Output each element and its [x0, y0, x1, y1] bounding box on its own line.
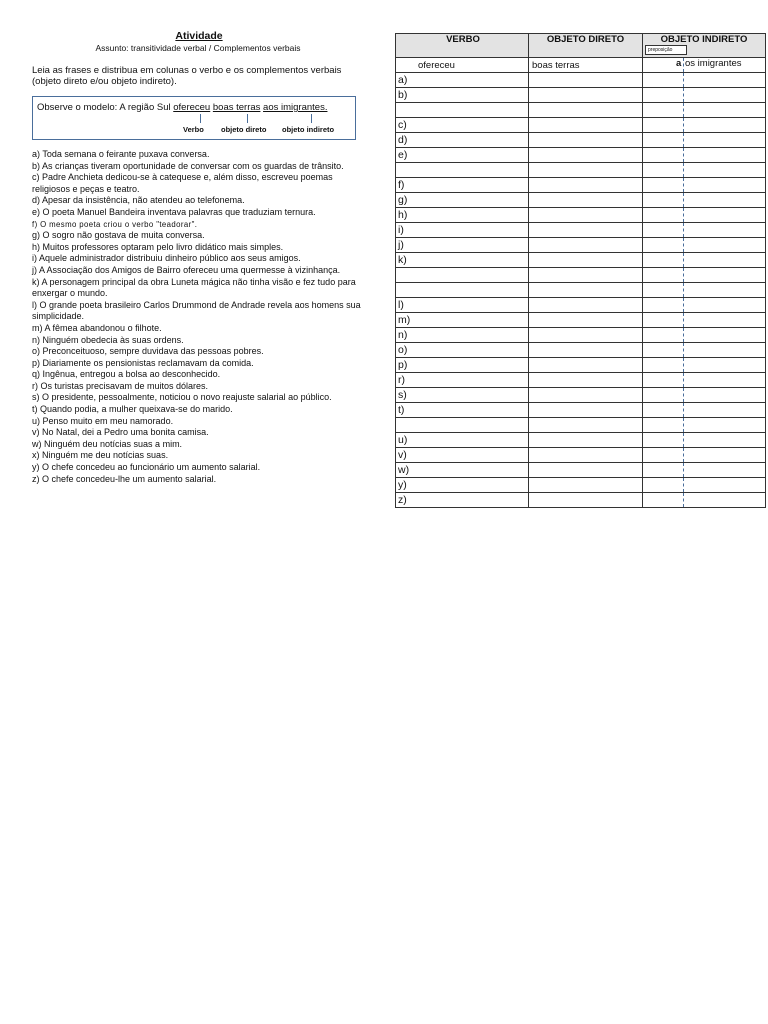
sentence-item: m) A fêmea abandonou o filhote.	[32, 322, 162, 333]
answer-row	[396, 178, 766, 193]
direct-object-cell[interactable]	[529, 133, 643, 148]
indirect-object-cell[interactable]	[643, 253, 766, 268]
verb-cell[interactable]: e)	[396, 148, 529, 163]
answer-row	[396, 448, 766, 463]
indirect-object-cell[interactable]	[643, 73, 766, 88]
answer-row	[396, 103, 766, 118]
indirect-object-cell[interactable]	[643, 133, 766, 148]
verb-cell[interactable]: p)	[396, 358, 529, 373]
indirect-object-cell[interactable]	[643, 178, 766, 193]
activity-text-column	[32, 30, 372, 485]
answer-row	[396, 73, 766, 88]
direct-object-cell[interactable]	[529, 373, 643, 388]
direct-object-cell[interactable]	[529, 358, 643, 373]
model-sentence	[37, 102, 327, 113]
direct-object-cell[interactable]	[529, 163, 643, 178]
example-indirect-object-cell	[643, 58, 766, 73]
indirect-object-cell[interactable]	[643, 193, 766, 208]
preposition-divider	[683, 148, 684, 162]
label-indirect-object: objeto indireto	[282, 125, 335, 134]
indirect-object-cell[interactable]	[643, 103, 766, 118]
answer-row	[396, 148, 766, 163]
indirect-object-cell[interactable]	[643, 88, 766, 103]
preposition-divider	[683, 298, 684, 312]
sentence-item: k) A personagem principal da obra Luneta mágica não tinha visão e fez tudo para enxergar o mundo.	[32, 276, 356, 299]
preposition-divider	[683, 208, 684, 222]
answer-row	[396, 283, 766, 298]
verb-cell[interactable]: b)	[396, 88, 529, 103]
direct-object-cell[interactable]	[529, 73, 643, 88]
direct-object-cell[interactable]	[529, 223, 643, 238]
direct-object-cell[interactable]	[529, 118, 643, 133]
verb-cell[interactable]: c)	[396, 118, 529, 133]
answer-row	[396, 418, 766, 433]
sentence-item: i) Aquele administrador distribuiu dinheiro público aos seus amigos.	[32, 253, 301, 264]
direct-object-cell[interactable]	[529, 478, 643, 493]
indirect-object-cell[interactable]	[643, 223, 766, 238]
preposition-divider	[683, 193, 684, 207]
indirect-object-cell[interactable]	[643, 463, 766, 478]
direct-object-cell[interactable]	[529, 253, 643, 268]
instructions: Leia as frases e distribua em colunas o verbo e os complementos verbais (objeto direto e/ou objeto indireto).	[32, 65, 342, 87]
example-verb-cell: ofereceu	[396, 58, 529, 73]
direct-object-cell[interactable]	[529, 448, 643, 463]
indirect-object-cell[interactable]	[643, 433, 766, 448]
verb-cell[interactable]: d)	[396, 133, 529, 148]
sentence-item: s) O presidente, pessoalmente, noticiou o novo reajuste salarial ao público.	[32, 392, 332, 403]
verb-cell[interactable]: f)	[396, 178, 529, 193]
indirect-object-cell[interactable]	[643, 358, 766, 373]
preposition-divider	[683, 463, 684, 477]
answer-table	[395, 33, 766, 508]
preposition-divider	[683, 358, 684, 372]
direct-object-cell[interactable]	[529, 193, 643, 208]
sentence-item: y) O chefe concedeu ao funcionário um aumento salarial.	[32, 462, 261, 473]
model-verb: ofereceu	[173, 102, 211, 113]
indirect-object-cell[interactable]	[643, 208, 766, 223]
answer-row	[396, 253, 766, 268]
verb-cell[interactable]: l)	[396, 298, 529, 313]
answer-row	[396, 238, 766, 253]
verb-cell[interactable]: y)	[396, 478, 529, 493]
direct-object-cell[interactable]	[529, 283, 643, 298]
sentence-item: u) Penso muito em meu namorado.	[32, 415, 174, 426]
verb-cell[interactable]: n)	[396, 328, 529, 343]
direct-object-cell[interactable]	[529, 313, 643, 328]
answer-table-area	[395, 33, 766, 508]
preposition-divider	[683, 313, 684, 327]
direct-object-cell[interactable]	[529, 433, 643, 448]
answer-row	[396, 343, 766, 358]
preposition-divider	[683, 388, 684, 402]
sentence-item: a) Toda semana o feirante puxava conversa.	[32, 149, 210, 159]
sentence-item: l) O grande poeta brasileiro Carlos Drummond de Andrade revela aos homens sua simplicidade.	[32, 299, 361, 322]
answer-row	[396, 493, 766, 508]
verb-connector	[200, 114, 201, 123]
preposition-divider	[683, 133, 684, 147]
sentence-item: g) O sogro não gostava de muita conversa.	[32, 230, 205, 241]
sentence-item: n) Ninguém obedecia às suas ordens.	[32, 334, 184, 345]
answer-row	[396, 208, 766, 223]
label-direct-object: objeto direto	[221, 125, 267, 134]
example-row	[396, 58, 766, 73]
answer-row	[396, 463, 766, 478]
example-direct-object-cell: boas terras	[529, 58, 643, 73]
preposition-divider	[683, 493, 684, 507]
sentence-item: q) Ingênua, entregou a bolsa ao desconhecido.	[32, 369, 221, 380]
verb-cell[interactable]: a)	[396, 73, 529, 88]
sentence-item: j) A Associação dos Amigos de Bairro ofereceu uma quermesse à vizinhança.	[32, 264, 341, 275]
verb-cell[interactable]: k)	[396, 253, 529, 268]
model-prefix: Observe o modelo: A região Sul	[37, 102, 171, 113]
answer-row	[396, 433, 766, 448]
indirect-object-cell[interactable]	[643, 163, 766, 178]
direct-object-cell[interactable]	[529, 268, 643, 283]
indirect-object-cell[interactable]	[643, 328, 766, 343]
answer-row	[396, 403, 766, 418]
answer-row	[396, 388, 766, 403]
preposition-divider	[683, 283, 684, 297]
direct-object-cell[interactable]	[529, 88, 643, 103]
sentence-item: x) Ninguém me deu notícias suas.	[32, 450, 169, 461]
column-header-verb: VERBO	[396, 34, 529, 58]
indirect-object-cell[interactable]	[643, 298, 766, 313]
verb-cell[interactable]	[396, 418, 529, 433]
preposition-divider	[683, 418, 684, 432]
sentence-item: e) O poeta Manuel Bandeira inventava palavras que traduziam ternura.	[32, 206, 316, 217]
preposition-divider	[683, 328, 684, 342]
preposition-divider	[683, 433, 684, 447]
column-header-direct-object: OBJETO DIRETO	[529, 34, 643, 58]
sentence-item: d) Apesar da insistência, não atendeu ao telefonema.	[32, 195, 245, 206]
sentence-item: r) Os turistas precisavam de muitos dólares.	[32, 380, 209, 391]
sentence-item: f) O mesmo poeta criou o verbo "teadorar".	[32, 219, 198, 229]
preposition-divider	[683, 73, 684, 87]
preposition-divider	[683, 478, 684, 492]
preposition-divider	[683, 448, 684, 462]
verb-cell[interactable]: r)	[396, 373, 529, 388]
indirect-object-cell[interactable]	[643, 268, 766, 283]
column-header-indirect-object: OBJETO INDIRETO preposição	[643, 34, 766, 58]
verb-cell[interactable]: o)	[396, 343, 529, 358]
answer-row	[396, 373, 766, 388]
sentence-item: w) Ninguém deu notícias suas a mim.	[32, 438, 183, 449]
answer-row	[396, 88, 766, 103]
verb-cell[interactable]	[396, 163, 529, 178]
preposition-divider	[683, 403, 684, 417]
page-subtitle: Assunto: transitividade verbal / Complementos verbais	[95, 43, 301, 53]
indirect-object-cell[interactable]	[643, 373, 766, 388]
direct-object-cell[interactable]	[529, 103, 643, 118]
answer-row	[396, 478, 766, 493]
direct-object-cell[interactable]	[529, 343, 643, 358]
answer-row	[396, 133, 766, 148]
sentence-item: p) Diariamente os pensionistas reclamavam da comida.	[32, 357, 254, 368]
indirect-object-cell[interactable]	[643, 493, 766, 508]
answer-row	[396, 298, 766, 313]
verb-cell[interactable]: i)	[396, 223, 529, 238]
indirect-object-cell[interactable]	[643, 478, 766, 493]
answer-row	[396, 163, 766, 178]
preposition-divider	[683, 178, 684, 192]
model-indirect-object: aos imigrantes.	[263, 102, 328, 113]
answer-row	[396, 223, 766, 238]
verb-cell[interactable]: h)	[396, 208, 529, 223]
indirect-object-cell[interactable]	[643, 403, 766, 418]
verb-cell[interactable]	[396, 283, 529, 298]
preposition-divider	[683, 88, 684, 102]
verb-cell[interactable]	[396, 103, 529, 118]
indirect-object-cell[interactable]	[643, 148, 766, 163]
sentence-item: h) Muitos professores optaram pelo livro didático mais simples.	[32, 241, 284, 252]
model-direct-object: boas terras	[212, 102, 261, 113]
direct-object-cell[interactable]	[529, 463, 643, 478]
label-verb: Verbo	[183, 125, 204, 134]
preposition-divider	[683, 373, 684, 387]
direct-object-cell[interactable]	[529, 208, 643, 223]
preposition-divider	[683, 103, 684, 117]
sentence-item: v) No Natal, dei a Pedro uma bonita camisa.	[32, 427, 209, 438]
answer-row	[396, 313, 766, 328]
preposition-label: preposição	[645, 45, 687, 55]
direct-object-cell[interactable]	[529, 403, 643, 418]
answer-row	[396, 268, 766, 283]
verb-cell[interactable]: m)	[396, 313, 529, 328]
example-preposition: a	[676, 58, 682, 69]
indirect-object-cell[interactable]	[643, 238, 766, 253]
indirect-object-cell[interactable]	[643, 418, 766, 433]
answer-row	[396, 118, 766, 133]
verb-cell[interactable]: g)	[396, 193, 529, 208]
answer-row	[396, 193, 766, 208]
direct-object-cell[interactable]	[529, 148, 643, 163]
indirect-object-cell[interactable]	[643, 313, 766, 328]
page-title: Atividade	[175, 30, 223, 42]
preposition-divider	[683, 58, 684, 72]
sentence-item: c) Padre Anchieta dedicou-se à catequese e, além disso, escreveu poemas religiosos e peças e teatro.	[32, 172, 333, 194]
preposition-divider	[683, 163, 684, 177]
sentence-item: z) O chefe concedeu-lhe um aumento salarial.	[32, 473, 217, 484]
verb-cell[interactable]: w)	[396, 463, 529, 478]
sentence-item: t) Quando podia, a mulher queixava-se do marido.	[32, 404, 233, 415]
direct-object-cell[interactable]	[529, 178, 643, 193]
direct-object-cell[interactable]	[529, 328, 643, 343]
preposition-divider	[683, 343, 684, 357]
verb-cell[interactable]: z)	[396, 493, 529, 508]
indirect-object-cell[interactable]	[643, 343, 766, 358]
direct-object-cell[interactable]	[529, 493, 643, 508]
direct-object-cell[interactable]	[529, 238, 643, 253]
preposition-divider	[683, 268, 684, 282]
verb-cell[interactable]: s)	[396, 388, 529, 403]
model-example-box	[32, 96, 356, 140]
direct-object-connector	[247, 114, 248, 123]
indirect-object-cell[interactable]	[643, 118, 766, 133]
sentence-item: o) Preconceituoso, sempre duvidava das pessoas pobres.	[32, 346, 264, 357]
verb-cell[interactable]: u)	[396, 433, 529, 448]
direct-object-cell[interactable]	[529, 388, 643, 403]
answer-row	[396, 328, 766, 343]
preposition-divider	[683, 238, 684, 252]
preposition-divider	[683, 118, 684, 132]
direct-object-cell[interactable]	[529, 298, 643, 313]
indirect-object-cell[interactable]	[643, 283, 766, 298]
preposition-divider	[683, 223, 684, 237]
example-indirect-object: os imigrantes	[685, 58, 742, 69]
indirect-object-cell[interactable]	[643, 388, 766, 403]
direct-object-cell[interactable]	[529, 418, 643, 433]
sentence-item: b) As crianças tiveram oportunidade de conversar com os guardas de trânsito.	[32, 160, 344, 171]
verb-cell[interactable]: t)	[396, 403, 529, 418]
preposition-divider	[683, 253, 684, 267]
answer-row	[396, 358, 766, 373]
verb-cell[interactable]: j)	[396, 238, 529, 253]
verb-cell[interactable]: v)	[396, 448, 529, 463]
sentence-list	[32, 149, 372, 485]
indirect-object-connector	[311, 114, 312, 123]
verb-cell[interactable]	[396, 268, 529, 283]
indirect-object-cell[interactable]	[643, 448, 766, 463]
